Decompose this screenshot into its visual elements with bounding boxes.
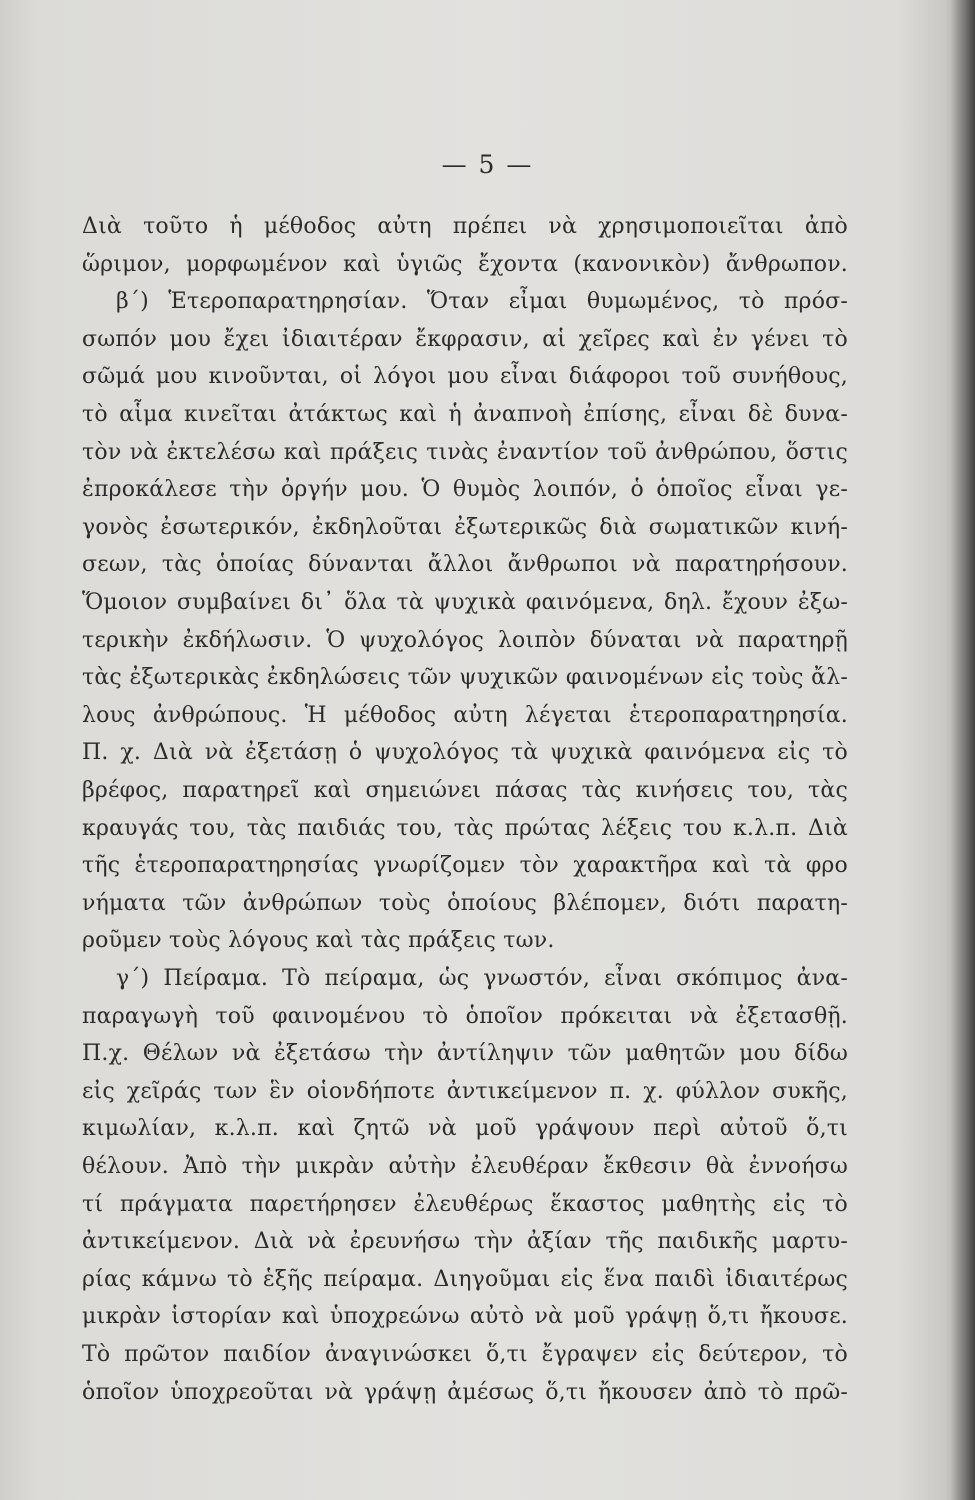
text-line: τὰς ἐξωτερικὰς ἐκδηλώσεις τῶν ψυχικῶν φαινομένων εἰς τοὺς ἄλ- (82, 665, 848, 691)
text-line: παραγωγὴ τοῦ φαινομένου τὸ ὁποῖον πρόκειται νὰ ἐξετασθῇ. (82, 1003, 848, 1029)
text-line: τὸν νὰ ἐκτελέσω καὶ πράξεις τινὰς ἐναντίον τοῦ ἀνθρώπου, ὅστις (82, 439, 848, 465)
text-line: Τὸ πρῶτον παιδίον ἀναγινώσκει ὅ,τι ἔγραψεν εἰς δεύτερον, τὸ (82, 1342, 848, 1367)
text-line: Π. χ. Διὰ νὰ ἐξετάσῃ ὁ ψυχολόγος τὰ ψυχικὰ φαινόμενα εἰς τὸ (82, 740, 848, 766)
text-line: Ὅμοιον συμβαίνει δι᾽ ὅλα τὰ ψυχικὰ φαινόμενα, δηλ. ἔχουν ἐξω- (82, 590, 848, 615)
text-line: σεων, τὰς ὁποίας δύνανται ἄλλοι ἄνθρωποι νὰ παρατηρήσουν. (82, 552, 848, 578)
text-line: ὥριμον, μορφωμένον καὶ ὑγιῶς ἔχοντα (κανονικὸν) ἄνθρωπον. (82, 251, 848, 277)
page-spine-shadow (951, 0, 975, 1500)
text-line: μικρὰν ἱστορίαν καὶ ὑποχρεώνω αὐτὸ νὰ μοῦ γράψῃ ὅ,τι ἤκουσε. (82, 1304, 848, 1330)
text-line: τὸ αἷμα κινεῖται ἀτάκτως καὶ ἡ ἀναπνοὴ ἐπίσης, εἶναι δὲ δυνα- (82, 402, 848, 427)
text-line: Διὰ τοῦτο ἡ μέθοδος αὐτη πρέπει νὰ χρησιμοποιεῖται ἀπὸ (82, 214, 848, 239)
text-line: σῶμά μου κινοῦνται, οἱ λόγοι μου εἶναι διάφοροι τοῦ συνήθους, (82, 364, 848, 390)
text-line: ρίας κάμνω τὸ ἑξῆς πείραμα. Διηγοῦμαι εἰς ἕνα παιδὶ ἰδιαιτέρως (82, 1266, 848, 1292)
text-line: γονὸς ἐσωτερικόν, ἐκδηλοῦται ἐξωτερικῶς διὰ σωματικῶν κινή- (82, 514, 848, 540)
text-line: τερικὴν ἐκδήλωσιν. Ὁ ψυχολόγος λοιπὸν δύναται νὰ παρατηρῇ (82, 627, 848, 653)
page-number: — 5 — (441, 150, 534, 179)
text-line: σωπόν μου ἔχει ἰδιαιτέραν ἔκφρασιν, αἱ χεῖρες καὶ ἐν γένει τὸ (82, 326, 848, 352)
text-line: τῆς ἑτεροπαρατηρησίας γνωρίζομεν τὸν χαρακτῆρα καὶ τὰ φρο (82, 853, 848, 879)
text-line: θέλουν. Ἀπὸ τὴν μικρὰν αὐτὴν ἐλευθέραν ἔκθεσιν θὰ ἐννοήσω (82, 1154, 848, 1179)
text-line: εἰς χεῖράς των ἓν οἱονδήποτε ἀντικείμενον π. χ. φύλλον συκῆς, (82, 1078, 848, 1104)
text-line: γ΄) Πείραμα. Τὸ πείραμα, ὡς γνωστόν, εἶναι σκόπιμος ἀνα- (116, 966, 848, 991)
text-line: Π.χ. Θέλων νὰ ἐξετάσω τὴν ἀντίληψιν τῶν μαθητῶν μου δίδω (82, 1041, 848, 1067)
text-line: κιμωλίαν, κ.λ.π. καὶ ζητῶ νὰ μοῦ γράψουν περὶ αὐτοῦ ὅ,τι (82, 1116, 848, 1142)
text-line: βρέφος, παρατηρεῖ καὶ σημειώνει πάσας τὰς κινήσεις του, τὰς (82, 778, 848, 803)
text-line: ὁποῖον ὑποχρεοῦται νὰ γράψῃ ἀμέσως ὅ,τι ἤκουσεν ἀπὸ τὸ πρῶ- (82, 1379, 848, 1405)
text-line: λους ἀνθρώπους. Ἡ μέθοδος αὐτη λέγεται ἑτεροπαρατηρησία. (82, 702, 848, 728)
text-line: κραυγάς του, τὰς παιδιάς του, τὰς πρώτας λέξεις του κ.λ.π. Διὰ (82, 815, 848, 841)
text-line: ροῦμεν τοὺς λόγους καὶ τὰς πράξεις των. (82, 928, 555, 954)
text-line: β΄) Ἑτεροπαρατηρησίαν. Ὅταν εἶμαι θυμωμένος, τὸ πρόσ- (116, 289, 848, 315)
text-line: ἀντικείμενον. Διὰ νὰ ἐρευνήσω τὴν ἀξίαν τῆς παιδικῆς μαρτυ- (82, 1229, 848, 1255)
text-line: τί πράγματα παρετήρησεν ἐλευθέρως ἕκαστος μαθητὴς εἰς τὸ (82, 1191, 848, 1217)
text-line: ἐπροκάλεσε τὴν ὀργήν μου. Ὁ θυμὸς λοιπόν, ὁ ὁποῖος εἶναι γε- (82, 477, 848, 503)
text-line: νήματα τῶν ἀνθρώπων τοὺς ὁποίους βλέπομεν, διότι παρατη- (82, 890, 848, 916)
